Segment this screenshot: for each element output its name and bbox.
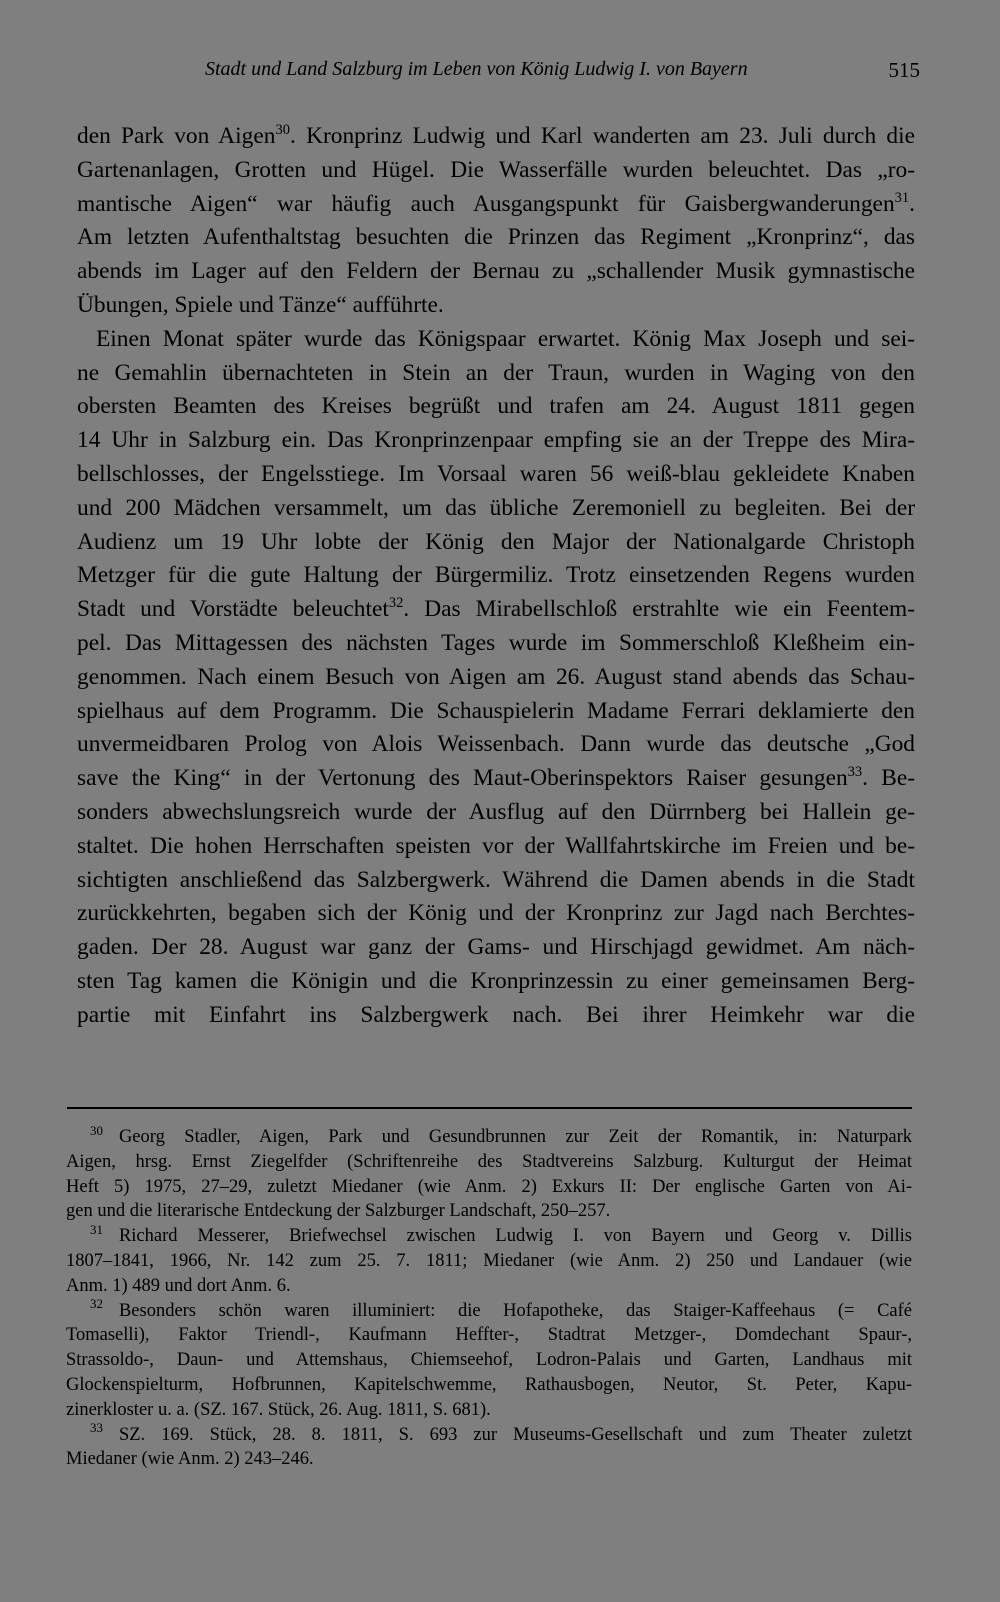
body-line: Einen Monat später wurde das Königspaar erwartet. König Max Joseph und sei- [96, 325, 915, 352]
body-line: 14 Uhr in Salzburg ein. Das Kronprinzenpaar empfing sie an der Treppe des Mira- [77, 427, 915, 454]
body-line: Am letzten Aufenthaltstag besuchten die Prinzen das Regiment „Kronprinz“, das [77, 224, 915, 251]
body-line: ne Gemahlin übernachteten in Stein an der Traun, wurden in Waging von den [77, 359, 915, 386]
footnote-number: 32 [90, 1296, 103, 1312]
body-line: Gartenanlagen, Grotten und Hügel. Die Wasserfälle wurden beleuchtet. Das „ro- [77, 156, 915, 183]
body-line: bellschlosses, der Engelsstiege. Im Vorsaal waren 56 weiß-blau gekleidete Knaben [77, 460, 915, 487]
footnote-32-line: zinerkloster u. a. (SZ. 167. Stück, 26. Aug. 1811, S. 681). [66, 1399, 491, 1420]
footnote-32-line: $^{32}$ Besonders schön waren illuminiert: die Hofapotheke, das Staiger-Kaffeehaus (= Café [90, 1296, 912, 1321]
footnote-31-line: 1807–1841, 1966, Nr. 142 zum 25. 7. 1811; Miedaner (wie Anm. 2) 250 und Landauer (wie [66, 1250, 912, 1271]
body-line: unvermeidbaren Prolog von Alois Weissenbach. Dann wurde das deutsche „God [77, 731, 915, 758]
footnote-32-line: Tomaselli), Faktor Triendl-, Kaufmann Heffter-, Stadtrat Metzger-, Domdechant Spaur-, [66, 1325, 912, 1346]
footnote-ref: 33 [847, 764, 863, 781]
body-line: sonders abwechslungsreich wurde der Ausflug auf den Dürrnberg bei Hallein ge- [77, 798, 915, 825]
footnote-number: 33 [90, 1420, 103, 1436]
footnote-32-line: Glockenspielturm, Hofbrunnen, Kapitelschwemme, Rathausbogen, Neutor, St. Peter, Kapu- [66, 1374, 912, 1395]
body-line: save the King“ in der Vertonung des Maut-Oberinspektors Raiser gesungen$^{33}$. Be- [77, 764, 916, 792]
body-line: genommen. Nach einem Besuch von Aigen am 26. August stand abends das Schau- [77, 663, 915, 690]
body-line: spielhaus auf dem Programm. Die Schauspielerin Madame Ferrari deklamierte den [77, 697, 915, 724]
footnote-33-line: $^{33}$ SZ. 169. Stück, 28. 8. 1811, S. 693 zur Museums-Gesellschaft und zum Theater zuletzt [90, 1420, 912, 1445]
footnote-30-line: Heft 5) 1975, 27–29, zuletzt Miedaner (wie Anm. 2) Exkurs II: Der englische Garten von Ai- [66, 1176, 912, 1197]
body-line: sten Tag kamen die Königin und die Kronprinzessin zu einer gemeinsamen Berg- [77, 967, 915, 994]
body-line: den Park von Aigen$^{30}$. Kronprinz Ludwig und Karl wanderten am 23. Juli durch die [77, 122, 915, 149]
body-line: gaden. Der 28. August war ganz der Gams- und Hirschjagd gewidmet. Am näch- [77, 934, 915, 961]
body-line: Stadt und Vorstädte beleuchtet$^{32}$. Das Mirabellschloß erstrahlte wie ein Feentem- [77, 595, 915, 623]
body-line: staltet. Die hohen Herrschaften speisten vor der Wallfahrtskirche im Freien und be- [77, 832, 915, 859]
body-line: pel. Das Mittagessen des nächsten Tages wurde im Sommerschloß Kleßheim ein- [77, 629, 915, 656]
body-line: mantische Aigen“ war häufig auch Ausgangspunkt für Gaisbergwanderungen$^{31}$. [77, 189, 915, 217]
footnote-rule [67, 1107, 912, 1109]
footnote-33-line: Miedaner (wie Anm. 2) 243–246. [66, 1449, 314, 1470]
body-text [77, 120, 915, 1033]
footnote-31-line: Anm. 1) 489 und dort Anm. 6. [66, 1275, 291, 1296]
footnote-ref: 30 [275, 122, 290, 139]
footnote-31-line: $^{31}$ Richard Messerer, Briefwechsel zwischen Ludwig I. von Bayern und Georg v. Dillis [90, 1222, 912, 1247]
footnote-30-line: gen und die literarische Entdeckung der Salzburger Landschaft, 250–257. [66, 1201, 611, 1222]
footnote-30-line: Aigen, hrsg. Ernst Ziegelfder (Schriftenreihe des Stadtvereins Salzburg. Kulturgut der Heimat [66, 1151, 912, 1172]
page-number: 515 [888, 58, 920, 82]
footnote-ref: 32 [388, 595, 404, 612]
footnote-ref: 31 [894, 189, 910, 206]
running-title: Stadt und Land Salzburg im Leben von König Ludwig I. von Bayern [205, 58, 748, 80]
body-line: Metzger für die gute Haltung der Bürgermiliz. Trotz einsetzenden Regens wurden [77, 562, 915, 589]
footnote-30-line: $^{30}$ Georg Stadler, Aigen, Park und Gesundbrunnen zur Zeit der Romantik, in: Naturpark [90, 1122, 912, 1147]
footnote-number: 30 [90, 1122, 103, 1138]
body-line: partie mit Einfahrt ins Salzbergwerk nach. Bei ihrer Heimkehr war die [77, 1001, 915, 1028]
footnote-32-line: Strassoldo-, Daun- und Attemshaus, Chiemseehof, Lodron-Palais und Garten, Landhaus mit [66, 1350, 912, 1371]
footnote-number: 31 [90, 1222, 103, 1238]
body-line: Übungen, Spiele und Tänze“ aufführte. [77, 291, 444, 318]
body-line: Audienz um 19 Uhr lobte der König den Major der Nationalgarde Christoph [77, 528, 915, 555]
body-line: zurückkehrten, begaben sich der König und der Kronprinz zur Jagd nach Berchtes- [77, 900, 915, 927]
footnotes [66, 1122, 912, 1472]
body-line: sichtigten anschließend das Salzbergwerk. Während die Damen abends in die Stadt [77, 866, 915, 893]
body-line: und 200 Mädchen versammelt, um das übliche Zeremoniell zu begleiten. Bei der [77, 494, 915, 521]
running-head [190, 58, 920, 88]
body-line: obersten Beamten des Kreises begrüßt und trafen am 24. August 1811 gegen [77, 393, 915, 420]
body-line: abends im Lager auf den Feldern der Bernau zu „schallender Musik gymnastische [77, 258, 915, 285]
